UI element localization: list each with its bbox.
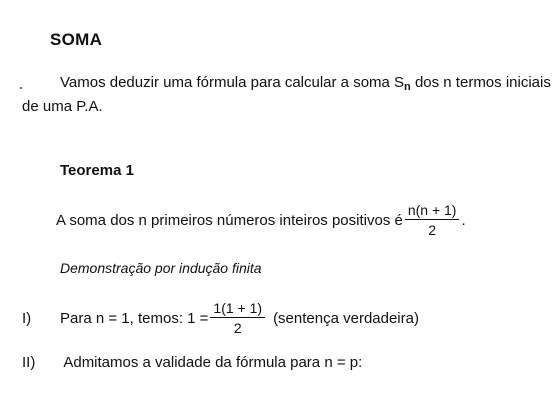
- intro-text-end: dos n termos iniciais: [410, 74, 551, 91]
- step-1-fraction: [210, 300, 265, 336]
- theorem-title: Teorema 1: [60, 162, 134, 179]
- intro-subscript: n: [404, 81, 411, 93]
- step-1-fraction-denominator: 2: [210, 317, 265, 336]
- proof-step-1: [22, 300, 419, 336]
- theorem-text: A soma dos n primeiros números inteiros positivos é: [56, 211, 403, 229]
- step-1-fraction-numerator: 1(1 + 1): [213, 300, 263, 316]
- intro-text-start: Vamos deduzir uma fórmula para calcular a soma S: [60, 74, 405, 91]
- theorem-fraction-denominator: 2: [405, 219, 460, 238]
- step-2-numeral: II): [22, 354, 36, 371]
- proof-title: Demonstração por indução finita: [60, 260, 262, 276]
- theorem-fraction-numerator: n(n + 1): [407, 202, 457, 218]
- step-2-text: Admitamos a validade da fórmula para n = p:: [63, 354, 363, 371]
- theorem-statement: [56, 202, 466, 238]
- section-heading: SOMA: [50, 30, 103, 49]
- step-1-numeral: I): [22, 309, 32, 327]
- intro-line-1: [60, 74, 551, 91]
- intro-line-2: de uma P.A.: [22, 98, 103, 115]
- scan-speck: [20, 87, 22, 89]
- proof-step-2: [22, 354, 362, 371]
- theorem-period: .: [461, 211, 466, 229]
- theorem-fraction: [405, 202, 460, 238]
- step-1-note: (sentença verdadeira): [273, 309, 419, 327]
- step-1-text: Para n = 1, temos: 1 =: [60, 309, 209, 327]
